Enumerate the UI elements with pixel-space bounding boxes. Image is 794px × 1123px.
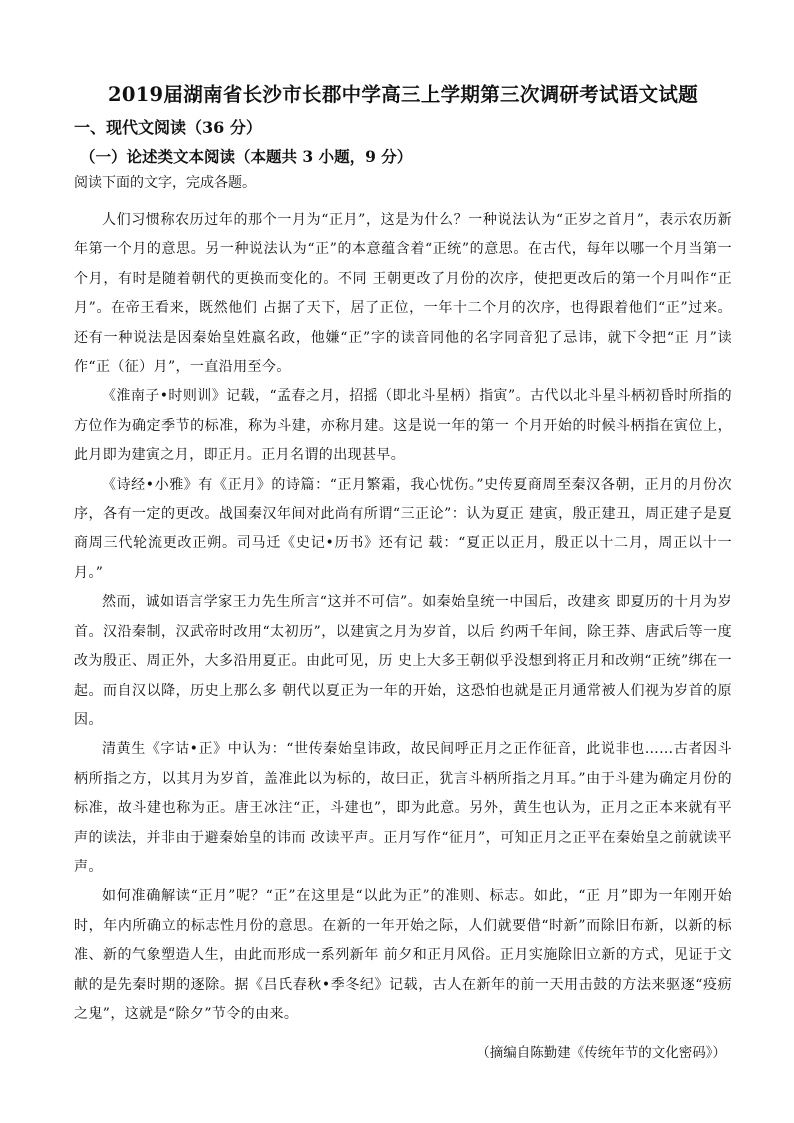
reading-instruction: 阅读下面的文字，完成各题。 (74, 175, 256, 191)
passage-paragraph-1: 人们习惯称农历过年的那个一月为“正月”，这是为什么？一种说法认为“正岁之首月”，表示农历新年第一个月的意思。另一种说法认为“正”的本意蕴含着“正统”的意思。在古代，每年以哪一个月当第一个月，有时是随着朝代的更换而变化的。不同 王朝更改了月份的次序，使把更改后的第一个月叫作“正月”。在帝王看来，既然他们 占据了天下，居了正位，一年十二个月的次序，也得跟着他们“正”过来。还有一种说法是因秦始皇姓嬴名政，他嫌“正”字的读音同他的名字同音犯了忌讳，就下令把“正 月”读作“正（征）月”，一直沿用至今。 (74, 212, 732, 376)
passage-source-citation: （摘编自陈勤建《传统年节的文化密码》） (476, 1045, 726, 1062)
passage-paragraph-3: 《诗经•小雅》有《正月》的诗篇：“正月繁霜，我心忧伤。”史传夏商周至秦汉各朝，正月的月份次序，各有一定的更改。战国秦汉年间对此尚有所谓“三正论”：认为夏正 建寅，殷正建丑，周正建子是夏商周三代轮流更改正朔。司马迁《史记•历书》还有记 载：“夏正以正月，殷正以十二月，周正以十一月。” (74, 476, 732, 581)
reading-passage (74, 206, 732, 1029)
section-heading: 一、现代文阅读（36 分） (74, 118, 262, 137)
passage-paragraph-5: 清黄生《字诂•正》中认为：“世传秦始皇讳政，故民间呼正月之正作征音，此说非也……古者因斗柄所指之方，以其月为岁首，盖准此以为标的，故曰正，犹言斗柄所指之月耳。”由于斗建为确定月份的标准，故斗建也称为正。唐王冰注“正，斗建也”，即为此意。另外，黄生也认为，正月之正本来就有平声的读法，并非由于避秦始皇的讳而 改读平声。正月写作“征月”，可知正月之正平在秦始皇之前就读平声。 (74, 741, 732, 875)
passage-paragraph-4: 然而，诚如语言学家王力先生所言“这并不可信”。如秦始皇统一中国后，改建亥 即夏历的十月为岁首。汉沿秦制，汉武帝时改用“太初历”，以建寅之月为岁首，以后 约两千年间，除王莽、唐武后等一度改为殷正、周正外，大多沿用夏正。由此可见，历 史上大多王朝似乎没想到将正月和改朔“正统”绑在一起。而自汉以降，历史上那么多 朝代以夏正为一年的开始，这恐怕也就是正月通常被人们视为岁首的原因。 (74, 594, 732, 728)
exam-title: 2019届湖南省长沙市长郡中学高三上学期第三次调研考试语文试题 (107, 83, 699, 106)
passage-paragraph-6: 如何准确解读“正月”呢？“正”在这里是“以此为正”的准则、标志。如此，“正 月”即为一年刚开始时，年内所确立的标志性月份的意思。在新的一年开始之际，人们就要借“时新”而除旧布新，以新的标准、新的气象塑造人生，由此而形成一系列新年 前夕和正月风俗。正月实施除旧立新的方式，见证于文献的是先秦时期的逐除。据《吕氏春秋•季冬纪》记载，古人在新年的前一天用击鼓的方法来驱逐“疫疬之鬼”，这就是“除夕”节令的由来。 (74, 888, 732, 1022)
passage-paragraph-2: 《淮南子•时则训》记载，“孟春之月，招摇（即北斗星柄）指寅”。古代以北斗星斗柄初昏时所指的方位作为确定季节的标准，称为斗建，亦称月建。这是说一年的第一 个月开始的时候斗柄指在寅位上，此月即为建寅之月，即正月。正月名谓的出现甚早。 (74, 388, 732, 464)
subsection-heading: （一）论述类文本阅读（本题共 3 小题，9 分） (80, 147, 413, 166)
